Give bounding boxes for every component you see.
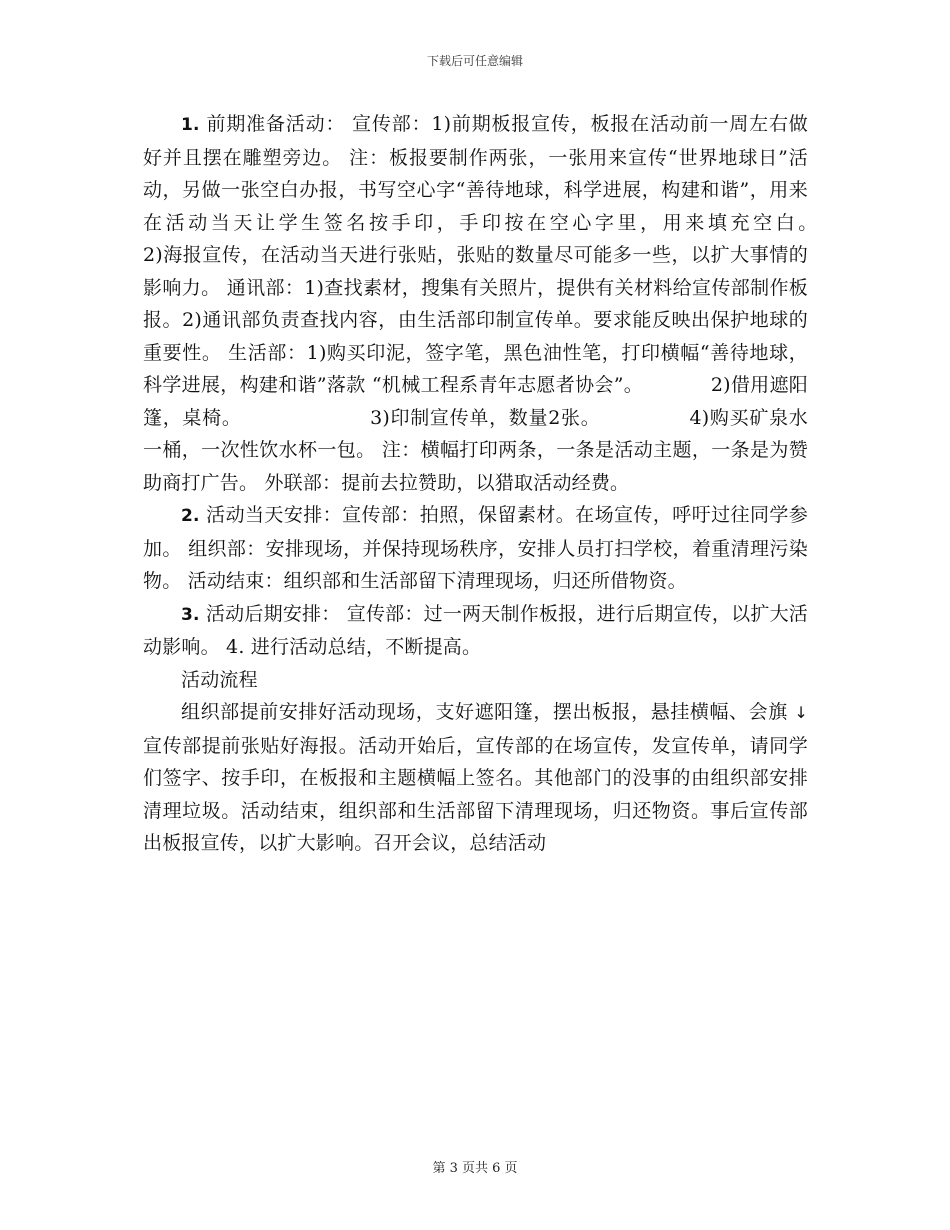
- flow-text-after: 宣传部提前张贴好海报。活动开始后，宣传部的在场宣传，发宣传单，请同学们签字、按手印，在板报和主题横幅上签名。其他部门的没事的由组织部安排清理垃圾。活动结束，组织部和生活部留下清理现场，归还物资。事后宣传部出板报宣传，以扩大影响。召开会议，总结活动: [143, 734, 808, 854]
- page-footer: 第 3 页共 6 页: [432, 1161, 518, 1176]
- down-arrow-icon: ↓: [794, 703, 808, 722]
- section-number: 1.: [181, 115, 200, 135]
- section-number: 2.: [181, 506, 200, 526]
- page-header: 下载后可任意编辑: [426, 54, 523, 68]
- section-text: 前期准备活动： 宣传部：1)前期板报宣传，板报在活动前一周左右做好并且摆在雕塑旁边。 注：板报要制作两张，一张用来宣传“世界地球日”活动，另做一张空白办报，书写空心字“善待地球，科学进展，构建和谐”，用来在活动当天让学生签名按手印，手印按在空心字里，用来填充空白。 2)海报宣传，在活动当天进行张贴，张贴的数量尽可能多一些，以扩大事情的影响力。 通讯部：1)查找素材，搜集有关照片，提供有关材料给宣传部制作板报。2)通讯部负责查找内容，由生活部印制宣传单。要求能反映出保护地球的重要性。 生活部：1)购买印泥，签字笔，黑色油性笔，打印横幅“善待地球，科学进展，构建和谐”落款 “机械工程系青年志愿者协会”。 2)借用遮阳篷，桌椅。 3)印制宣传单，数量2张。 4)购买矿泉水一桶，一次性饮水杯一包。 注：横幅打印两条，一条是活动主题，一条是为赞助商打广告。 外联部：提前去拉赞助，以猎取活动经费。: [143, 113, 924, 494]
- section-text: 活动后期安排： 宣传部：过一两天制作板报，进行后期宣传，以扩大活动影响。 4. 进行活动总结，不断提高。: [143, 602, 808, 658]
- section-1: [143, 108, 924, 499]
- section-number: 3.: [181, 604, 200, 625]
- flow-paragraph: [143, 696, 808, 860]
- section-2: [143, 499, 808, 598]
- section-text: 活动当天安排：宣传部：拍照，保留素材。在场宣传，呼吁过往同学参加。 组织部：安排现场，并保持现场秩序，安排人员打扫学校，着重清理污染物。 活动结束：组织部和生活部留下清理现场，归还所借物资。: [143, 504, 808, 592]
- section-3: [143, 598, 808, 664]
- flow-text-before: 组织部提前安排好活动现场，支好遮阳篷，摆出板报，悬挂横幅、会旗: [181, 701, 795, 723]
- document-body: [143, 108, 924, 860]
- flow-title: 活动流程: [181, 668, 258, 691]
